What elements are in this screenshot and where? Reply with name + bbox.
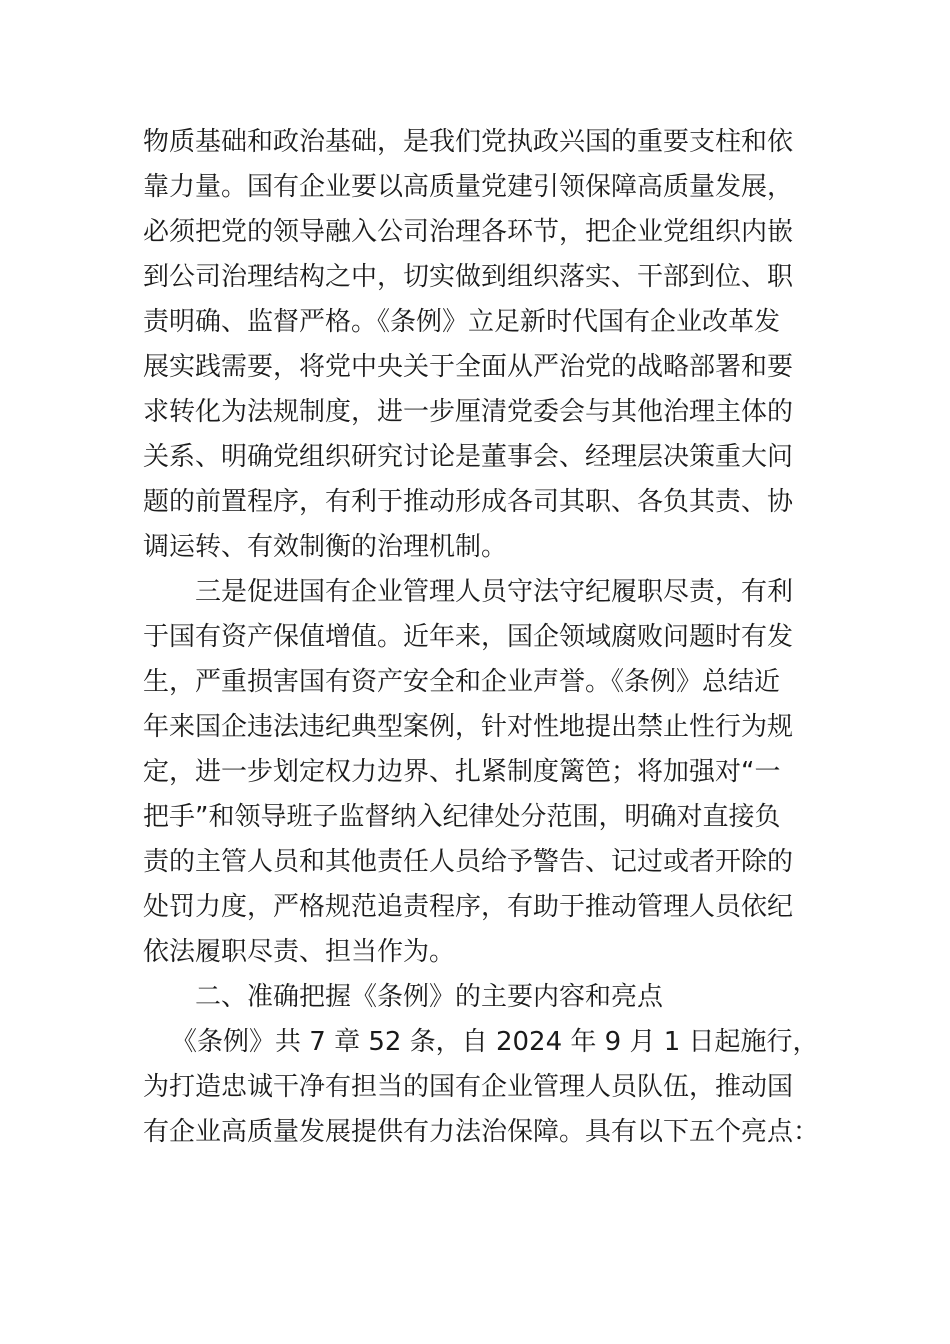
text-line: 有企业高质量发展提供有力法治保障。具有以下五个亮点： [143, 1117, 820, 1147]
text-line: 处罚力度，严格规范追责程序，有助于推动管理人员依纪 [143, 892, 794, 922]
text-line: 物质基础和政治基础，是我们党执政兴国的重要支柱和依 [143, 127, 794, 157]
text-line: 求转化为法规制度，进一步厘清党委会与其他治理主体的 [143, 397, 794, 427]
text-line: 年来国企违法违纪典型案例，针对性地提出禁止性行为规 [143, 712, 794, 742]
text-line: 生，严重损害国有资产安全和企业声誉。《条例》总结近 [143, 667, 781, 697]
text-line: 依法履职尽责、担当作为。 [143, 937, 456, 967]
text-line: 关系、明确党组织研究讨论是董事会、经理层决策重大问 [143, 442, 794, 472]
text-line: 定，进一步划定权力边界、扎紧制度篱笆；将加强对“一 [143, 757, 781, 787]
section-heading: 二、准确把握《条例》的主要内容和亮点 [195, 982, 664, 1012]
text-line: 于国有资产保值增值。近年来，国企领域腐败问题时有发 [143, 622, 794, 652]
text-line: 责明确、监督严格。《条例》立足新时代国有企业改革发 [143, 307, 781, 337]
paragraph-start-line: 《条例》共 7 章 52 条，自 2024 年 9 月 1 日起施行， [171, 1027, 819, 1057]
text-line: 责的主管人员和其他责任人员给予警告、记过或者开除的 [143, 847, 794, 877]
text-line: 靠力量。国有企业要以高质量党建引领保障高质量发展， [143, 172, 794, 202]
text-line: 把手”和领导班子监督纳入纪律处分范围，明确对直接负 [143, 802, 781, 832]
text-line: 展实践需要，将党中央关于全面从严治党的战略部署和要 [143, 352, 794, 382]
paragraph-start-line: 三是促进国有企业管理人员守法守纪履职尽责，有利 [195, 577, 794, 607]
body-text [143, 120, 820, 1160]
text-line: 调运转、有效制衡的治理机制。 [143, 532, 508, 562]
text-line: 必须把党的领导融入公司治理各环节，把企业党组织内嵌 [143, 217, 794, 247]
text-line: 到公司治理结构之中，切实做到组织落实、干部到位、职 [143, 262, 794, 292]
text-line: 题的前置程序，有利于推动形成各司其职、各负其责、协 [143, 487, 794, 517]
text-line: 为打造忠诚干净有担当的国有企业管理人员队伍，推动国 [143, 1072, 794, 1102]
